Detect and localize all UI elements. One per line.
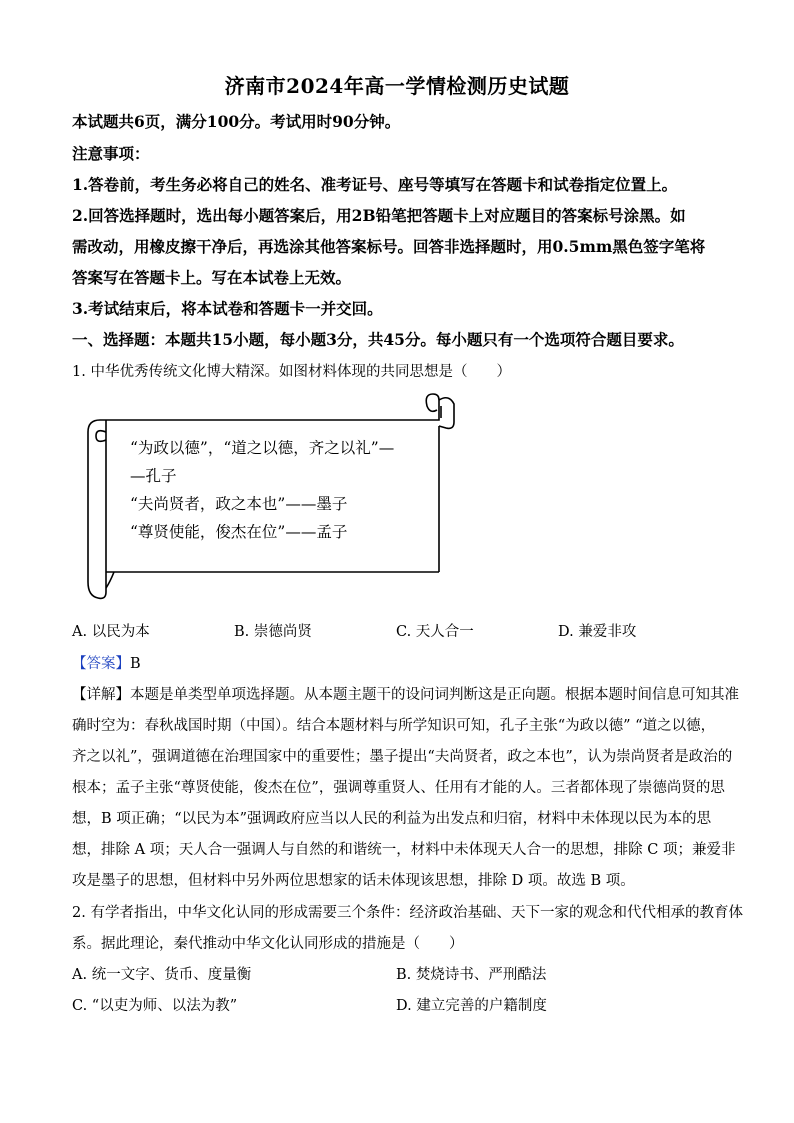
q2-option-d: D. 建立完善的户籍制度 [396,998,547,1014]
answer-value: B [130,656,141,672]
q1-detail-line: 根本；孟子主张“尊贤使能，俊杰在位”，强调尊重贤人、任用有才能的人。三者都体现了崇德尚贤的思 [72,780,725,796]
notice-item-1: 1.答卷前，考生务必将自己的姓名、准考证号、座号等填写在答题卡和试卷指定位置上。 [72,175,678,194]
q1-answer [72,652,722,673]
q1-option-b: B. 崇德尚贤 [234,624,312,640]
q1-option-d: D. 兼爱非攻 [558,624,637,640]
question-1-stem: 1. 中华优秀传统文化博大精深。如图材料体现的共同思想是（ ） [72,364,511,380]
scroll-quote-line: “为政以德”，“道之以德，齐之以礼”— [130,439,395,457]
notice-item-2-cont: 需改动，用橡皮擦干净后，再选涂其他答案标号。回答非选择题时，用0.5mm黑色签字笔将 [72,237,706,256]
scroll-quote-line: “尊贤使能，俊杰在位”——孟子 [130,523,348,541]
question-2-stem-cont: 系。据此理论，秦代推动中华文化认同形成的措施是（ ） [72,936,464,952]
scroll-quote-line: —孔子 [130,467,177,485]
q1-detail-line: 【详解】本题是单类型单项选择题。从本题主题干的设问词判断这是正向题。根据本题时间信息可知其准 [72,687,739,703]
section-heading: 一、选择题：本题共15小题，每小题3分，共45分。每小题只有一个选项符合题目要求。 [72,330,684,349]
exam-info-line: 本试题共6页，满分100分。考试用时90分钟。 [72,112,401,131]
notice-item-3: 3.考试结束后，将本试卷和答题卡一并交回。 [72,299,383,318]
q2-option-c: C. “以吏为师、以法为教” [72,998,238,1014]
scroll-quote-line: “夫尚贤者，政之本也”——墨子 [130,495,348,513]
notice-heading: 注意事项： [72,144,150,163]
notice-item-2: 2.回答选择题时，选出每小题答案后，用2B铅笔把答题卡上对应题目的答案标号涂黑。如 [72,206,686,225]
q1-detail-line: 攻是墨子的思想，但材料中另外两位思想家的话未体现该思想，排除 D 项。故选 B 项。 [72,873,635,889]
q1-detail-line: 齐之以礼”，强调道德在治理国家中的重要性；墨子提出“夫尚贤者，政之本也”，认为崇尚贤者是政治的 [72,749,733,765]
q1-detail-line: 想，B 项正确；“以民为本”强调政府应当以人民的利益为出发点和归宿，材料中未体现以民为本的思 [72,811,712,827]
q2-option-b: B. 焚烧诗书、严刑酷法 [396,967,547,983]
q1-detail-line: 确时空为：春秋战国时期（中国）。结合本题材料与所学知识可知，孔子主张“为政以德” “道之以德， [72,718,716,734]
q1-option-c: C. 天人合一 [396,624,474,640]
notice-item-2-cont: 答案写在答题卡上。写在本试卷上无效。 [72,268,352,287]
q1-detail-line: 想，排除 A 项；天人合一强调人与自然的和谐统一，材料中未体现天人合一的思想，排除 C 项；兼爱非 [72,842,736,858]
q1-option-a: A. 以民为本 [72,624,150,640]
q2-option-a: A. 统一文字、货币、度量衡 [72,967,252,983]
answer-label: 【答案】 [72,656,130,672]
question-2-stem: 2. 有学者指出，中华文化认同的形成需要三个条件：经济政治基础、天下一家的观念和代代相承的教育体 [72,905,743,921]
page-title: 济南市2024年高一学情检测历史试题 [224,74,570,98]
